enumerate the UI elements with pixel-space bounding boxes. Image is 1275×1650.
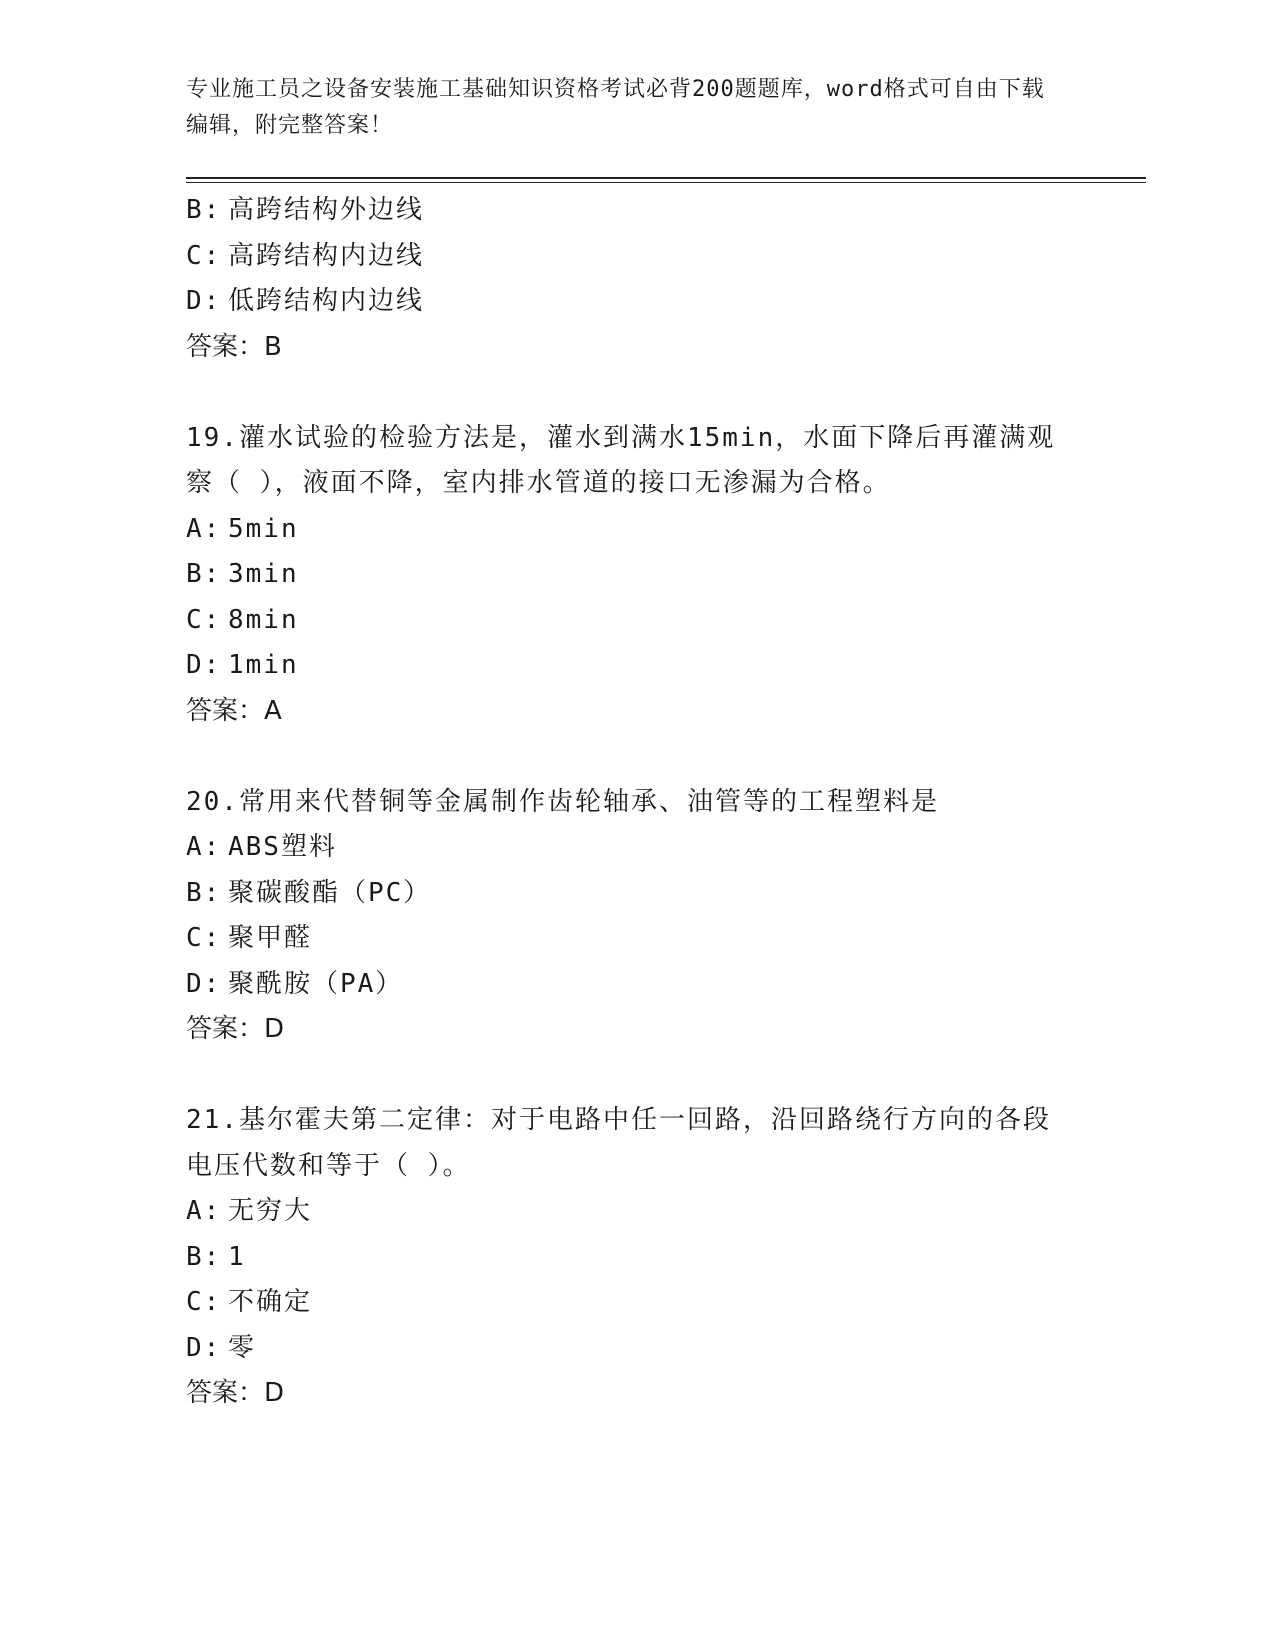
question-block-21 [186, 1098, 1086, 1417]
question-block-20 [186, 780, 1086, 1053]
document-header: 专业施工员之设备安装施工基础知识资格考试必背200题题库，word格式可自由下载编辑，附完整答案！ [186, 77, 1045, 138]
option-a: A: 无穷大 [186, 1196, 313, 1226]
option-a: A: 5min [186, 513, 299, 544]
question-text: 20.常用来代替铜等金属制作齿轮轴承、油管等的工程塑料是 [186, 786, 939, 817]
option-c: C: 聚甲醛 [186, 923, 313, 953]
answer-line: 答案：D [186, 1014, 285, 1044]
answer-line: 答案：A [186, 695, 282, 726]
option-b: B: 3min [186, 559, 299, 589]
header-rule-thin [186, 182, 1146, 183]
document-body [186, 188, 1086, 1417]
option-b: B: 高跨结构外边线 [186, 195, 425, 225]
question-text: 21.基尔霍夫第二定律：对于电路中任一回路，沿回路绕行方向的各段电压代数和等于（ ）。 [186, 1105, 1051, 1181]
question-text: 19.灌水试验的检验方法是，灌水到满水15min，水面下降后再灌满观察（ ），液面不降，室内排水管道的接口无渗漏为合格。 [186, 422, 1056, 498]
option-d: D: 1min [186, 650, 299, 680]
header-rule-thick [186, 177, 1146, 179]
option-c: C: 8min [186, 604, 299, 635]
option-d: D: 聚酰胺（PA） [186, 968, 404, 999]
answer-line: 答案：D [186, 1378, 285, 1408]
option-d: D: 零 [186, 1332, 257, 1363]
option-d: D: 低跨结构内边线 [186, 286, 425, 316]
question-block-19 [186, 416, 1086, 735]
answer-line: 答案：B [186, 331, 282, 362]
question-block-prev [186, 188, 1086, 370]
option-c: C: 高跨结构内边线 [186, 240, 425, 271]
option-b: B: 聚碳酸酯（PC） [186, 877, 432, 908]
option-a: A: ABS塑料 [186, 832, 337, 862]
option-c: C: 不确定 [186, 1287, 313, 1317]
option-b: B: 1 [186, 1241, 246, 1272]
